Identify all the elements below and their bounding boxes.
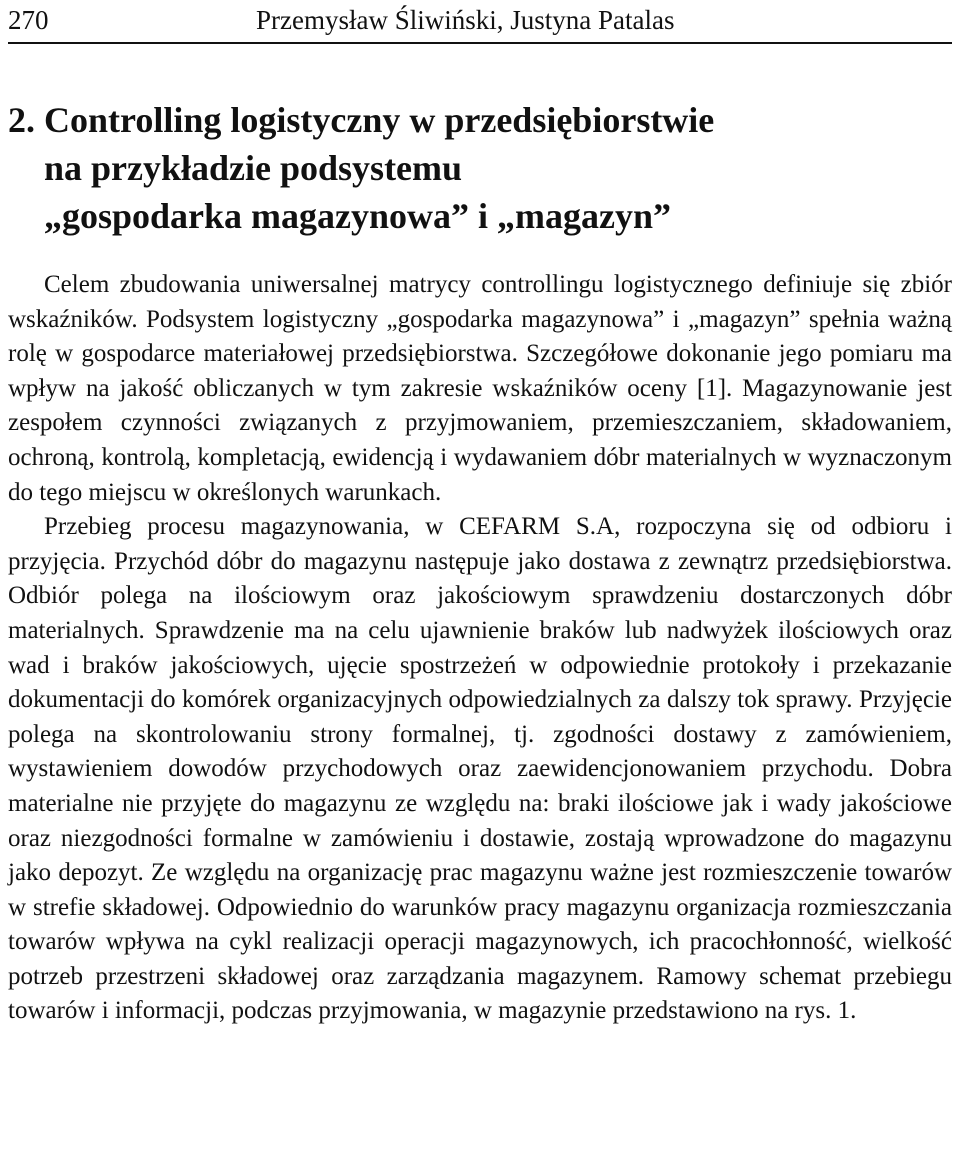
- section-heading: [8, 96, 952, 240]
- section-title-line-2: na przykładzie podsystemu: [44, 148, 463, 188]
- paragraph: Celem zbudowania uniwersalnej matrycy controllingu logistycznego definiuje się zbiór wskaźników. Podsystem logistyczny „gospodarka magazynowa” i „magazyn” spełnia ważną rolę w gospodarce materiałowej przedsiębiorstwa. Szczegółowe dokonanie jego pomiaru ma wpływ na jakość obliczanych w tym zakresie wskaźników oceny [1]. Magazynowanie jest zespołem czynności związanych z przyjmowaniem, przemieszczaniem, składowaniem, ochroną, kontrolą, kompletacją, ewidencją i wydawaniem dóbr materialnych w wyznaczonym do tego miejscu w określonych warunkach.: [8, 271, 952, 506]
- section-title-line-3: „gospodarka magazynowa” i „magazyn”: [44, 196, 672, 236]
- running-head: [8, 0, 952, 44]
- section-number: 2.: [8, 100, 35, 140]
- running-head-authors: Przemysław Śliwiński, Justyna Patalas: [256, 5, 675, 35]
- section-title-line-1: Controlling logistyczny w przedsiębiorstwie: [44, 100, 715, 140]
- document-page: [8, 0, 952, 1029]
- body-text: [8, 268, 952, 1029]
- page-number: 270: [8, 5, 49, 35]
- paragraph: Przebieg procesu magazynowania, w CEFARM S.A, rozpoczyna się od odbioru i przyjęcia. Przychód dóbr do magazynu następuje jako dostawa z zewnątrz przedsiębiorstwa. Odbiór polega na ilościowym oraz jakościowym sprawdzeniu dostarczonych dóbr materialnych. Sprawdzenie ma na celu ujawnienie braków lub nadwyżek ilościowych oraz wad i braków jakościowych, ujęcie spostrzeżeń w odpowiednie protokoły i przekazanie dokumentacji do komórek organizacyjnych odpowiedzialnych za dalszy tok sprawy. Przyjęcie polega na skontrolowaniu strony formalnej, tj. zgodności dostawy z zamówieniem, wystawieniem dowodów przychodowych oraz zaewidencjonowaniem przychodu. Dobra materialne nie przyjęte do magazynu ze względu na: braki ilościowe jak i wady jakościowe oraz niezgodności formalne w zamówieniu i dostawie, zostają wprowadzone do magazynu jako depozyt. Ze względu na organizację prac magazynu ważne jest rozmieszczenie towarów w strefie składowej. Odpowiednio do warunków pracy magazynu organizacja rozmieszczania towarów wpływa na cykl realizacji operacji magazynowych, ich pracochłonność, wielkość potrzeb przestrzeni składowej oraz zarządzania magazynem. Ramowy schemat przebiegu towarów i informacji, podczas przyjmowania, w magazynie przedstawiono na rys. 1.: [8, 513, 952, 1025]
